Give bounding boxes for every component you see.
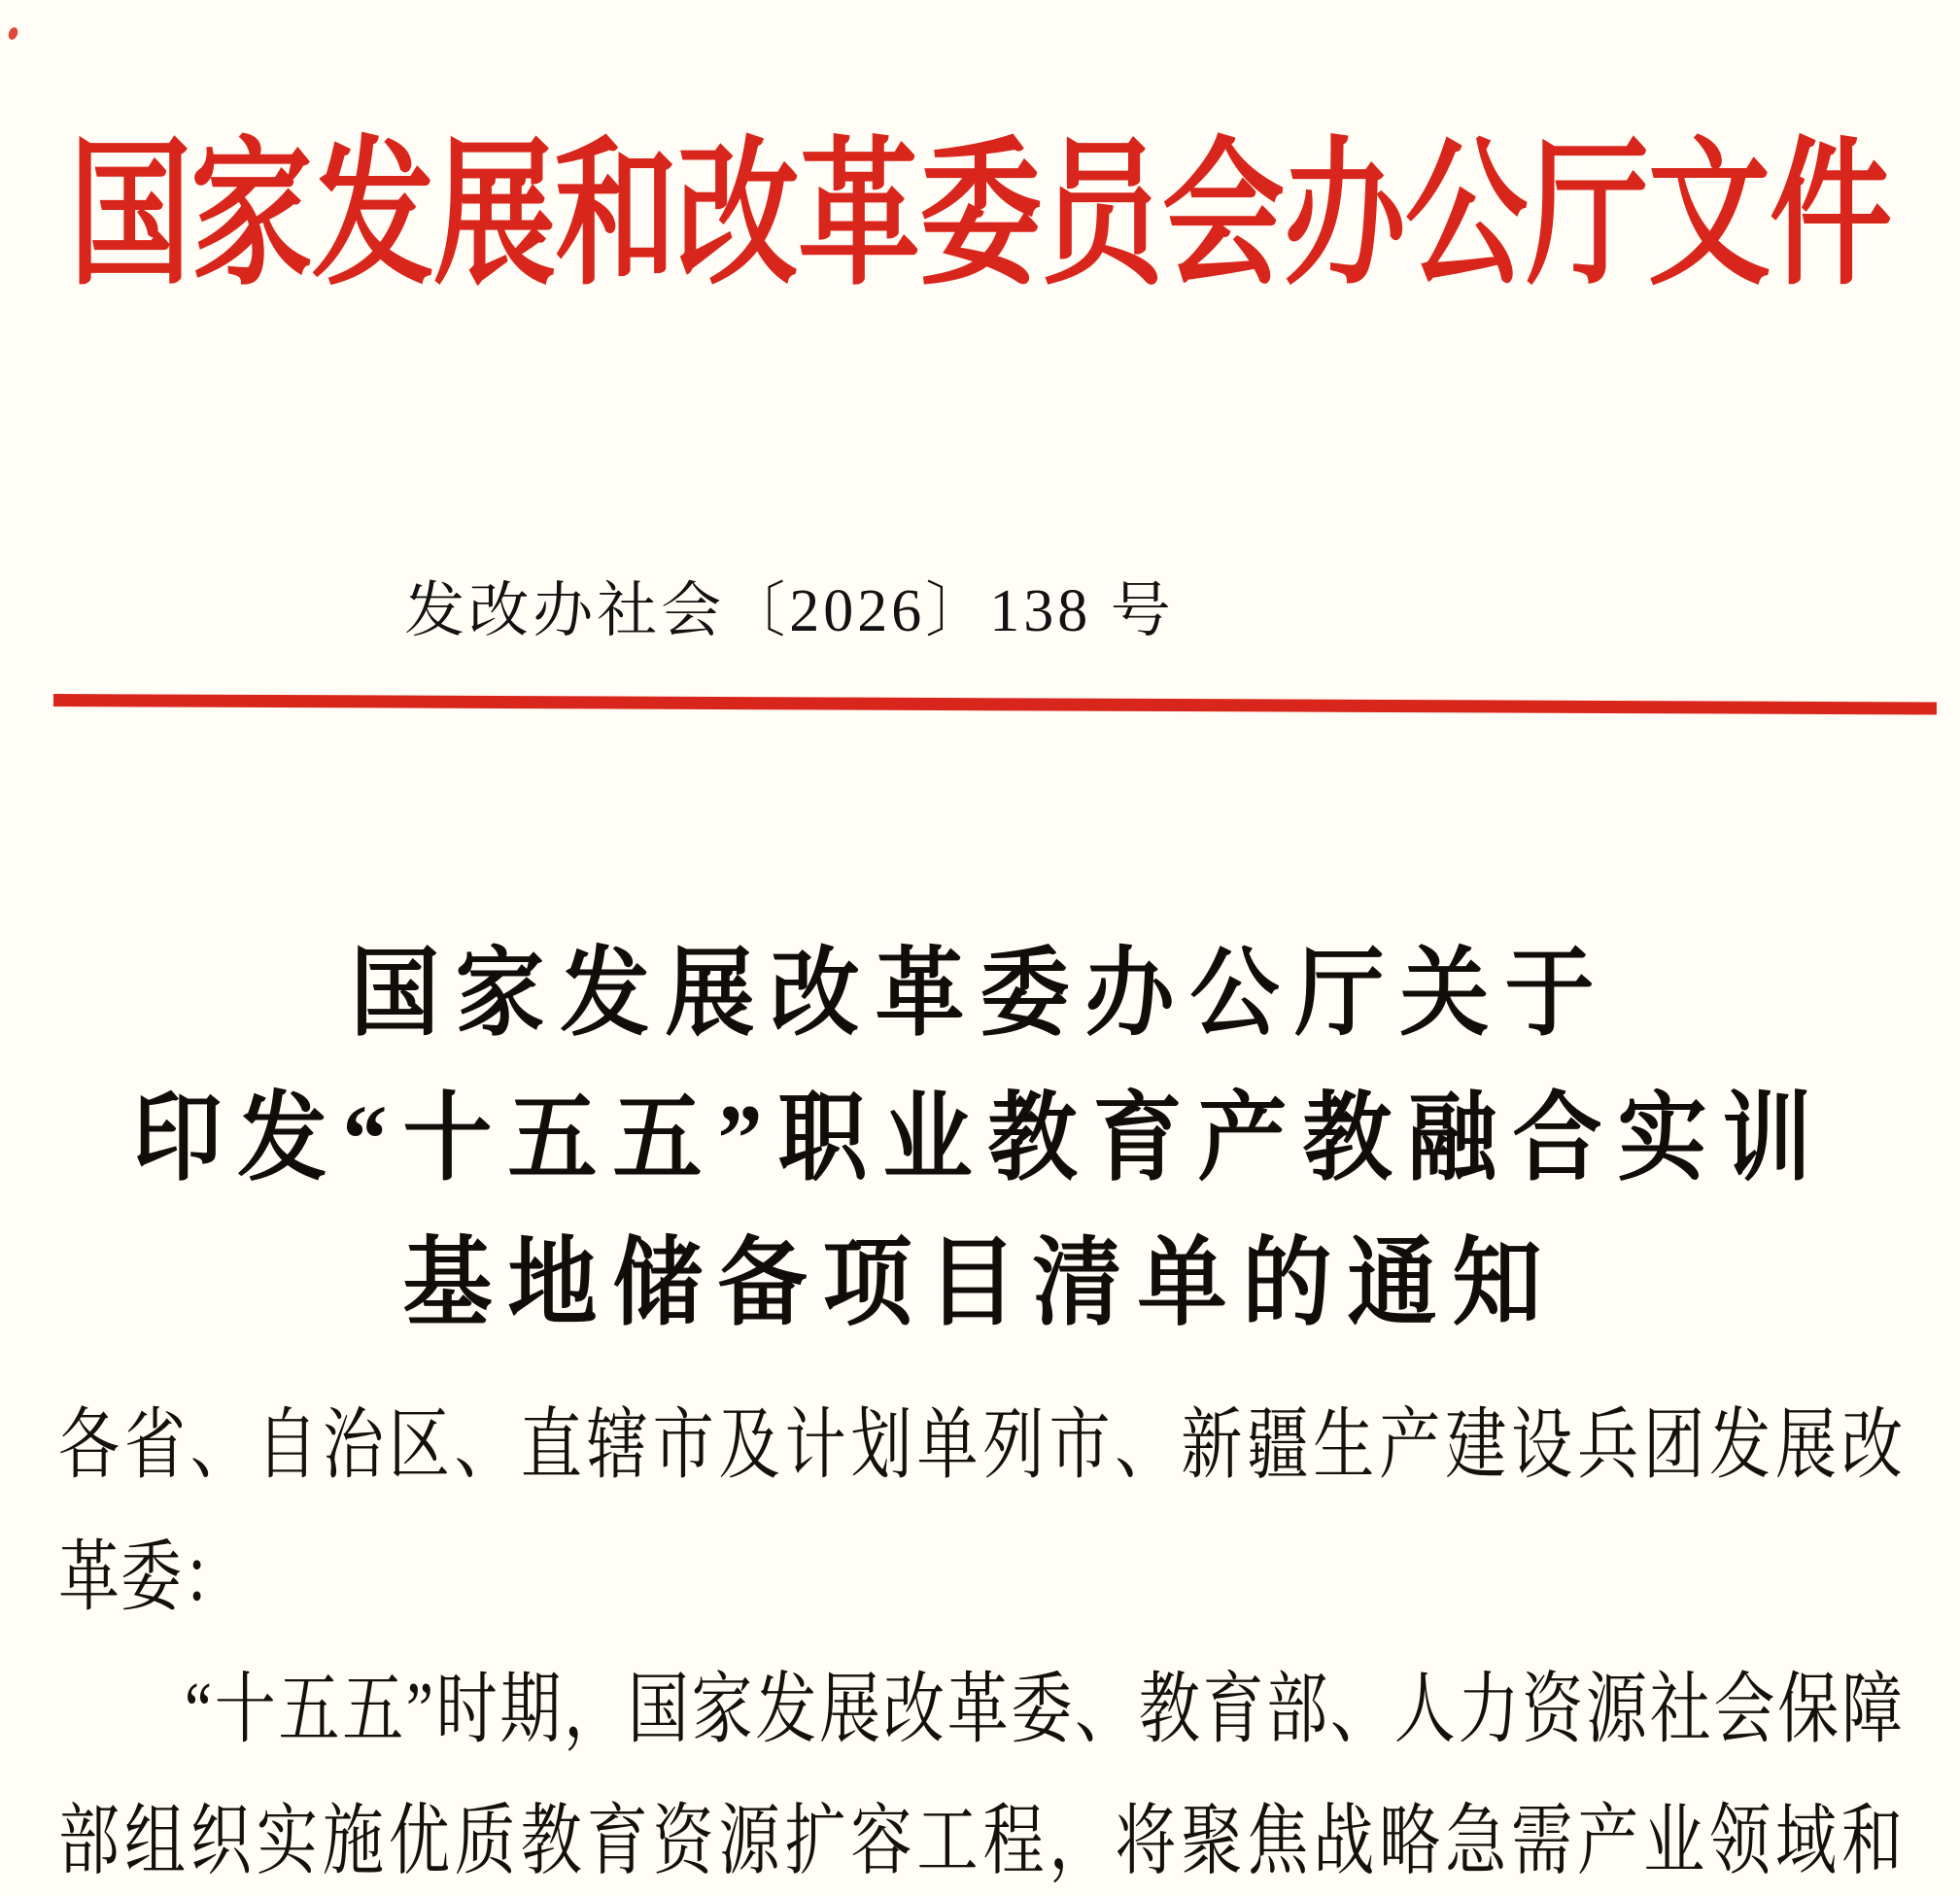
document-title [0,921,1960,1356]
red-divider-line [53,694,1937,714]
document-title-line-2: 印发“十五五”职业教育产教融合实训 [132,1085,1828,1192]
document-body [58,1380,1904,1896]
document-title-line-1: 国家发展改革委办公厅关于 [350,940,1610,1048]
body-paragraph-line-2: 部组织实施优质教育资源扩容工程，将聚焦战略急需产业领域和 [58,1798,1904,1885]
reference-number-row [0,575,1770,647]
body-paragraph-line-1: “十五五”时期，国家发展改革委、教育部、人力资源社会保障 [185,1666,1904,1753]
salutation-line-1: 各省、自治区、直辖市及计划单列市、新疆生产建设兵团发展改 [58,1401,1904,1489]
scan-artifact-dot [7,26,19,41]
document-title-line-3: 基地储备项目清单的通知 [402,1229,1558,1337]
reference-number: 发改办社会〔2026〕138 号 [404,578,1175,644]
salutation-line-2: 革委： [58,1534,245,1621]
agency-header-title: 国家发展和改革委员会办公厅文件 [69,128,1891,305]
